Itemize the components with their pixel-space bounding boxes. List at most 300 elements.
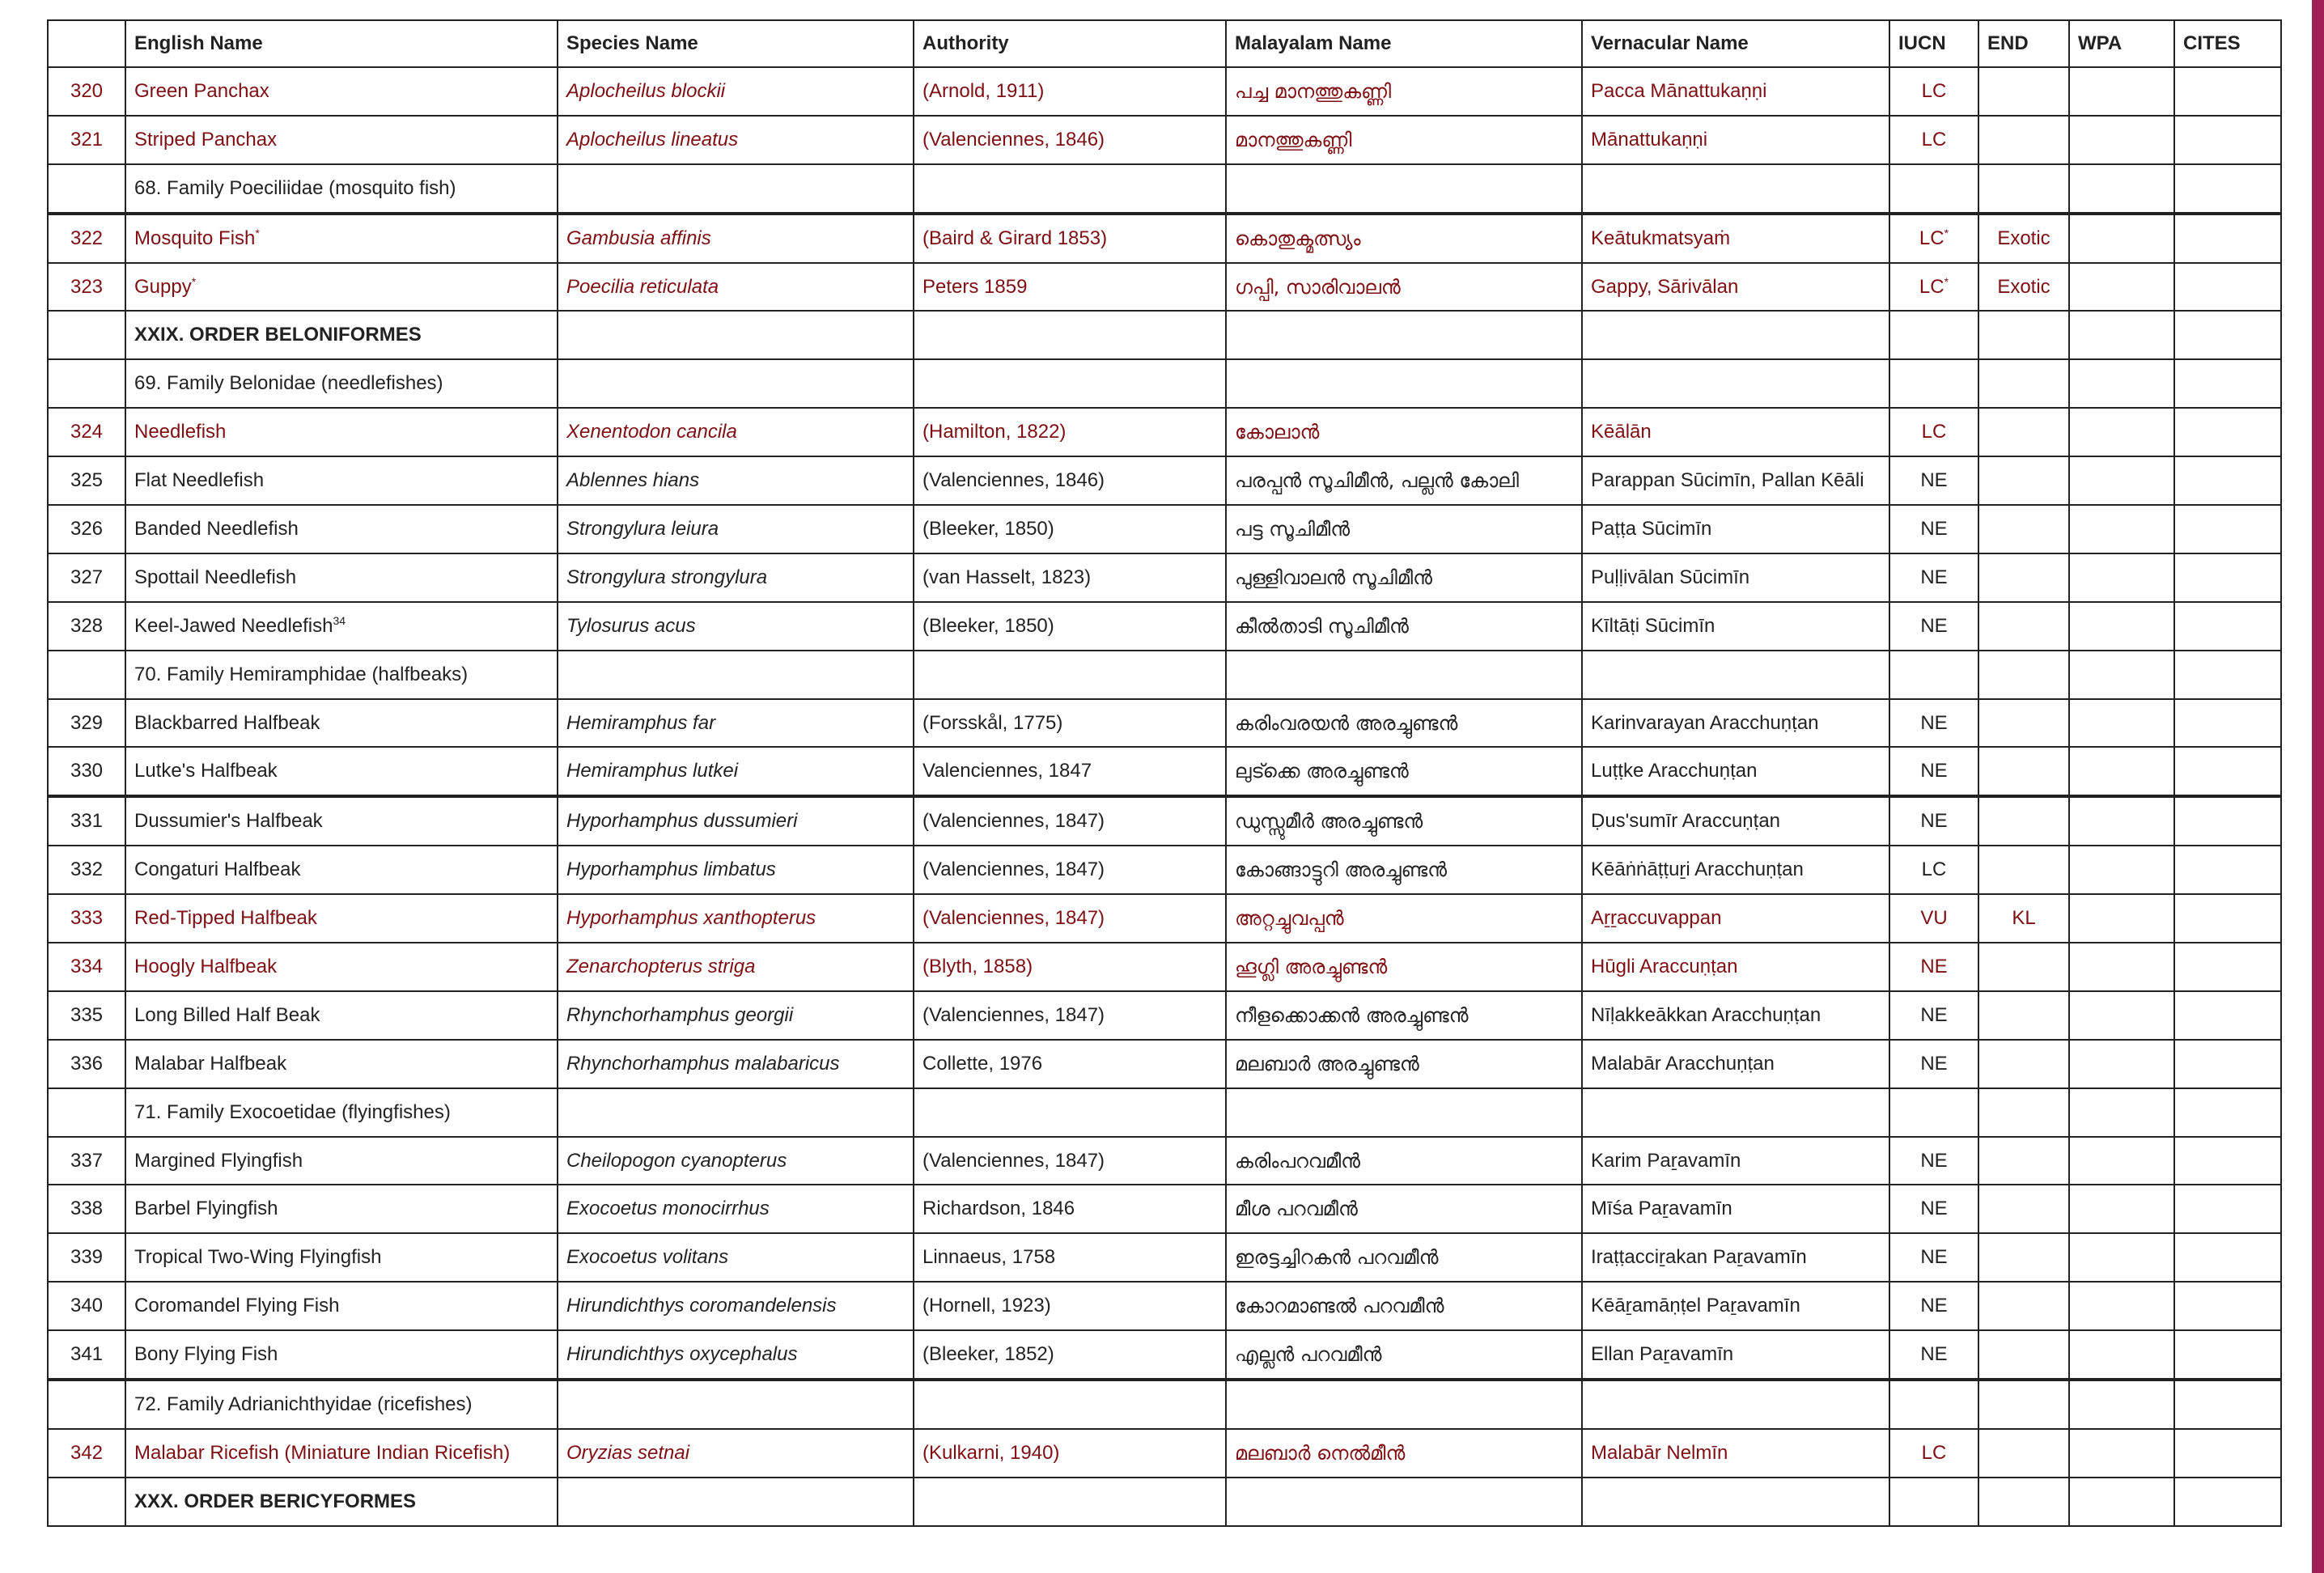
- vernacular-name: Malabār Nelmīn: [1582, 1429, 1889, 1478]
- iucn-status-text: NE: [1920, 469, 1948, 492]
- authority: (Kulkarni, 1940): [914, 1429, 1226, 1478]
- species-row: [48, 456, 2281, 505]
- end-status: [1978, 1282, 2069, 1330]
- malayalam-name: പരപ്പൻ സൂചിമീൻ, പല്ലൻ കോലി: [1226, 456, 1582, 505]
- iucn-status: [1889, 1185, 1978, 1233]
- species-row: [48, 796, 2281, 846]
- vernacular-name: [1582, 359, 1889, 408]
- malayalam-name: പച്ച മാനത്തുകണ്ണി: [1226, 67, 1582, 116]
- english-name: [125, 1233, 558, 1282]
- malayalam-name: ഇരട്ടച്ചിറകൻ പറവമീൻ: [1226, 1233, 1582, 1282]
- cites-status: [2174, 1088, 2281, 1137]
- malayalam-name: മാനത്തുകണ്ണി: [1226, 116, 1582, 164]
- vernacular-name: Puḷḷivālan Sūcimīn: [1582, 553, 1889, 602]
- english-name: [125, 1185, 558, 1233]
- end-status: [1978, 699, 2069, 748]
- cites-status: [2174, 1137, 2281, 1185]
- species-row: [48, 1330, 2281, 1380]
- species-name: [558, 359, 914, 408]
- wpa-status: [2069, 1478, 2174, 1526]
- malayalam-name: പുള്ളിവാലൻ സൂചിമീൻ: [1226, 553, 1582, 602]
- english-name: [125, 1478, 558, 1526]
- row-number: [48, 164, 125, 214]
- iucn-footnote-marker: *: [1944, 274, 1949, 288]
- header-number: [48, 20, 125, 67]
- iucn-status-text: LC: [1921, 859, 1947, 881]
- english-name-text: Hoogly Halfbeak: [134, 955, 278, 977]
- english-name: [125, 1380, 558, 1429]
- english-name: [125, 943, 558, 991]
- iucn-status: [1889, 1233, 1978, 1282]
- english-name-text: Banded Needlefish: [134, 517, 299, 540]
- authority: (Bleeker, 1850): [914, 505, 1226, 553]
- species-name: [558, 311, 914, 359]
- species-name: Hirundichthys coromandelensis: [558, 1282, 914, 1330]
- row-number: 339: [48, 1233, 125, 1282]
- header-english-name: English Name: [125, 20, 558, 67]
- species-row: [48, 67, 2281, 116]
- cites-status: [2174, 1185, 2281, 1233]
- iucn-status-text: LC: [1919, 275, 1944, 298]
- authority: (Arnold, 1911): [914, 67, 1226, 116]
- malayalam-name: ലുട്ക്കെ അരച്ചുണ്ടൻ: [1226, 747, 1582, 796]
- species-name: Oryzias setnai: [558, 1429, 914, 1478]
- row-number: 323: [48, 263, 125, 312]
- authority: Richardson, 1846: [914, 1185, 1226, 1233]
- end-status: [1978, 1380, 2069, 1429]
- cites-status: [2174, 943, 2281, 991]
- species-name: Tylosurus acus: [558, 602, 914, 651]
- row-number: 336: [48, 1040, 125, 1088]
- family-heading-row: [48, 164, 2281, 214]
- english-name: [125, 1040, 558, 1088]
- malayalam-name: [1226, 1088, 1582, 1137]
- cites-status: [2174, 164, 2281, 214]
- iucn-status-text: NE: [1920, 517, 1948, 540]
- iucn-status-text: NE: [1920, 1295, 1948, 1317]
- species-row: [48, 1185, 2281, 1233]
- species-row: [48, 991, 2281, 1040]
- malayalam-name: [1226, 1380, 1582, 1429]
- iucn-status: [1889, 796, 1978, 846]
- english-name: [125, 699, 558, 748]
- iucn-status: [1889, 894, 1978, 943]
- authority: (Bleeker, 1852): [914, 1330, 1226, 1380]
- end-status: [1978, 553, 2069, 602]
- english-name-text: Margined Flyingfish: [134, 1149, 303, 1172]
- english-name-text: 70. Family Hemiramphidae (halfbeaks): [134, 663, 469, 685]
- english-name-text: Guppy: [134, 275, 192, 298]
- species-row: [48, 699, 2281, 748]
- iucn-status: [1889, 311, 1978, 359]
- row-number: 332: [48, 846, 125, 894]
- end-status: [1978, 846, 2069, 894]
- iucn-status: [1889, 1478, 1978, 1526]
- malayalam-name: കരിംവരയൻ അരച്ചുണ്ടൻ: [1226, 699, 1582, 748]
- authority: [914, 651, 1226, 699]
- iucn-status: [1889, 699, 1978, 748]
- cites-status: [2174, 747, 2281, 796]
- english-name-text: Needlefish: [134, 421, 227, 443]
- iucn-status-text: NE: [1920, 1246, 1948, 1269]
- iucn-status-text: LC: [1921, 128, 1947, 151]
- malayalam-name: കൊതുക്മത്സ്യം: [1226, 214, 1582, 263]
- english-name-text: Flat Needlefish: [134, 469, 265, 492]
- family-heading-row: [48, 359, 2281, 408]
- authority: [914, 1088, 1226, 1137]
- species-name: [558, 1478, 914, 1526]
- english-name: [125, 456, 558, 505]
- english-name-text: Tropical Two-Wing Flyingfish: [134, 1246, 382, 1269]
- species-name: Hemiramphus far: [558, 699, 914, 748]
- family-heading-row: [48, 1380, 2281, 1429]
- iucn-status-text: VU: [1920, 907, 1948, 930]
- malayalam-name: നീളക്കൊക്കൻ അരച്ചുണ്ടൻ: [1226, 991, 1582, 1040]
- english-name: [125, 263, 558, 312]
- authority: Collette, 1976: [914, 1040, 1226, 1088]
- wpa-status: [2069, 943, 2174, 991]
- header-cites: CITES: [2174, 20, 2281, 67]
- vernacular-name: Keātukmatsyaṁ: [1582, 214, 1889, 263]
- malayalam-name: [1226, 359, 1582, 408]
- vernacular-name: Gappy, Sārivālan: [1582, 263, 1889, 312]
- vernacular-name: Mānattukaṇṇi: [1582, 116, 1889, 164]
- wpa-status: [2069, 359, 2174, 408]
- authority: (Blyth, 1858): [914, 943, 1226, 991]
- row-number: [48, 1380, 125, 1429]
- footnote-marker: *: [255, 226, 260, 240]
- vernacular-name: Ellan Paṟavamīn: [1582, 1330, 1889, 1380]
- iucn-status: [1889, 1330, 1978, 1380]
- row-number: 331: [48, 796, 125, 846]
- english-name: [125, 1137, 558, 1185]
- cites-status: [2174, 311, 2281, 359]
- authority: (Valenciennes, 1847): [914, 991, 1226, 1040]
- species-name: Strongylura strongylura: [558, 553, 914, 602]
- cites-status: [2174, 1040, 2281, 1088]
- species-name: Exocoetus monocirrhus: [558, 1185, 914, 1233]
- row-number: 320: [48, 67, 125, 116]
- english-name-text: Malabar Halfbeak: [134, 1052, 287, 1075]
- cites-status: [2174, 602, 2281, 651]
- iucn-status: [1889, 164, 1978, 214]
- english-name-text: 71. Family Exocoetidae (flyingfishes): [134, 1100, 451, 1123]
- cites-status: [2174, 1478, 2281, 1526]
- cites-status: [2174, 67, 2281, 116]
- iucn-footnote-marker: *: [1944, 226, 1949, 240]
- english-name: [125, 553, 558, 602]
- english-name-text: Malabar Ricefish (Miniature Indian Ricefish): [134, 1441, 511, 1464]
- malayalam-name: ഗപ്പി, സാരിവാലൻ: [1226, 263, 1582, 312]
- english-name-text: Bony Flying Fish: [134, 1343, 278, 1366]
- iucn-status-text: LC: [1919, 227, 1944, 249]
- authority: [914, 311, 1226, 359]
- vernacular-name: Malabār Aracchuṇṭan: [1582, 1040, 1889, 1088]
- species-name: Strongylura leiura: [558, 505, 914, 553]
- species-name: Gambusia affinis: [558, 214, 914, 263]
- authority: [914, 1380, 1226, 1429]
- species-row: [48, 1233, 2281, 1282]
- english-name-text: Green Panchax: [134, 79, 269, 102]
- authority: (Valenciennes, 1847): [914, 846, 1226, 894]
- header-species-name: Species Name: [558, 20, 914, 67]
- wpa-status: [2069, 456, 2174, 505]
- iucn-status: [1889, 1429, 1978, 1478]
- vernacular-name: [1582, 164, 1889, 214]
- end-status: [1978, 408, 2069, 456]
- wpa-status: [2069, 214, 2174, 263]
- vernacular-name: [1582, 651, 1889, 699]
- authority: (Valenciennes, 1847): [914, 796, 1226, 846]
- cites-status: [2174, 991, 2281, 1040]
- iucn-status-text: NE: [1920, 1198, 1948, 1220]
- cites-status: [2174, 408, 2281, 456]
- species-row: [48, 263, 2281, 312]
- english-name: [125, 796, 558, 846]
- wpa-status: [2069, 1185, 2174, 1233]
- header-end: END: [1978, 20, 2069, 67]
- vernacular-name: Karinvarayan Aracchuṇṭan: [1582, 699, 1889, 748]
- species-name: Rhynchorhamphus georgii: [558, 991, 914, 1040]
- cites-status: [2174, 1380, 2281, 1429]
- english-name-text: XXIX. ORDER BELONIFORMES: [134, 324, 422, 346]
- species-name: Hyporhamphus limbatus: [558, 846, 914, 894]
- iucn-status: [1889, 651, 1978, 699]
- english-name-text: XXX. ORDER BERICYFORMES: [134, 1490, 417, 1512]
- cites-status: [2174, 214, 2281, 263]
- vernacular-name: Mīśa Paṟavamīn: [1582, 1185, 1889, 1233]
- authority: Peters 1859: [914, 263, 1226, 312]
- authority: (Hornell, 1923): [914, 1282, 1226, 1330]
- species-name: Hyporhamphus dussumieri: [558, 796, 914, 846]
- wpa-status: [2069, 505, 2174, 553]
- wpa-status: [2069, 67, 2174, 116]
- vernacular-name: Luṭṭke Aracchuṇṭan: [1582, 747, 1889, 796]
- vernacular-name: Nīḷakkeākkan Aracchuṇṭan: [1582, 991, 1889, 1040]
- end-status: [1978, 1185, 2069, 1233]
- footnote-marker: *: [191, 274, 197, 288]
- cites-status: [2174, 1282, 2281, 1330]
- iucn-status-text: NE: [1920, 1003, 1948, 1026]
- row-number: 341: [48, 1330, 125, 1380]
- end-status: [1978, 991, 2069, 1040]
- english-name-text: Long Billed Half Beak: [134, 1003, 320, 1026]
- cites-status: [2174, 846, 2281, 894]
- iucn-status: [1889, 991, 1978, 1040]
- cites-status: [2174, 894, 2281, 943]
- header-vernacular-name: Vernacular Name: [1582, 20, 1889, 67]
- row-number: [48, 1088, 125, 1137]
- iucn-status-text: NE: [1920, 810, 1948, 833]
- cites-status: [2174, 1429, 2281, 1478]
- species-checklist-table: [47, 19, 2282, 1527]
- vernacular-name: Paṭṭa Sūcimīn: [1582, 505, 1889, 553]
- row-number: 330: [48, 747, 125, 796]
- malayalam-name: [1226, 651, 1582, 699]
- species-row: [48, 553, 2281, 602]
- species-row: [48, 943, 2281, 991]
- end-status: [1978, 164, 2069, 214]
- english-name: [125, 505, 558, 553]
- end-status: [1978, 1429, 2069, 1478]
- row-number: [48, 651, 125, 699]
- species-row: [48, 1137, 2281, 1185]
- species-row: [48, 214, 2281, 263]
- wpa-status: [2069, 164, 2174, 214]
- english-name-text: Spottail Needlefish: [134, 566, 297, 588]
- end-status: Exotic: [1978, 214, 2069, 263]
- malayalam-name: [1226, 311, 1582, 359]
- iucn-status: [1889, 846, 1978, 894]
- wpa-status: [2069, 1233, 2174, 1282]
- end-status: [1978, 1040, 2069, 1088]
- row-number: 327: [48, 553, 125, 602]
- english-name: [125, 67, 558, 116]
- row-number: 325: [48, 456, 125, 505]
- row-number: 322: [48, 214, 125, 263]
- cites-status: [2174, 796, 2281, 846]
- authority: (Bleeker, 1850): [914, 602, 1226, 651]
- header-malayalam-name: Malayalam Name: [1226, 20, 1582, 67]
- english-name-text: Barbel Flyingfish: [134, 1198, 278, 1220]
- vernacular-name: Pacca Mānattukaṇṇi: [1582, 67, 1889, 116]
- cites-status: [2174, 651, 2281, 699]
- english-name: [125, 311, 558, 359]
- species-name: Xenentodon cancila: [558, 408, 914, 456]
- end-status: [1978, 1088, 2069, 1137]
- vernacular-name: [1582, 1478, 1889, 1526]
- authority: [914, 1478, 1226, 1526]
- authority: (Valenciennes, 1846): [914, 456, 1226, 505]
- header-wpa: WPA: [2069, 20, 2174, 67]
- malayalam-name: മീശ പറവമീൻ: [1226, 1185, 1582, 1233]
- cites-status: [2174, 553, 2281, 602]
- species-row: [48, 505, 2281, 553]
- english-name: [125, 846, 558, 894]
- cites-status: [2174, 456, 2281, 505]
- malayalam-name: അറ്റച്ചുവപ്പൻ: [1226, 894, 1582, 943]
- english-name: [125, 1282, 558, 1330]
- footnote-marker: 34: [333, 613, 346, 627]
- end-status: [1978, 359, 2069, 408]
- cites-status: [2174, 505, 2281, 553]
- species-row: [48, 1429, 2281, 1478]
- english-name: [125, 1088, 558, 1137]
- iucn-status: [1889, 1282, 1978, 1330]
- vernacular-name: Ḍus'sumīr Araccuṇṭan: [1582, 796, 1889, 846]
- vernacular-name: [1582, 1380, 1889, 1429]
- malayalam-name: മലബാർ അരച്ചുണ്ടൻ: [1226, 1040, 1582, 1088]
- cites-status: [2174, 359, 2281, 408]
- wpa-status: [2069, 699, 2174, 748]
- english-name: [125, 651, 558, 699]
- iucn-status: [1889, 1380, 1978, 1429]
- species-row: [48, 602, 2281, 651]
- malayalam-name: കീൽതാടി സൂചിമീൻ: [1226, 602, 1582, 651]
- malayalam-name: [1226, 164, 1582, 214]
- iucn-status-text: NE: [1920, 711, 1948, 734]
- iucn-status-text: LC: [1921, 421, 1947, 443]
- english-name: [125, 116, 558, 164]
- family-heading-row: [48, 1088, 2281, 1137]
- iucn-status: [1889, 359, 1978, 408]
- wpa-status: [2069, 894, 2174, 943]
- authority: (Hamilton, 1822): [914, 408, 1226, 456]
- iucn-status: [1889, 263, 1978, 312]
- english-name: [125, 1429, 558, 1478]
- iucn-status: [1889, 1040, 1978, 1088]
- end-status: [1978, 747, 2069, 796]
- row-number: [48, 1478, 125, 1526]
- iucn-status: [1889, 747, 1978, 796]
- wpa-status: [2069, 1088, 2174, 1137]
- vernacular-name: Kēāṅṅāṭṭuṟi Aracchuṇṭan: [1582, 846, 1889, 894]
- malayalam-name: ഡുസ്സുമീർ അരച്ചുണ്ടൻ: [1226, 796, 1582, 846]
- end-status: [1978, 116, 2069, 164]
- vernacular-name: Kēāṟamāṇṭel Paṟavamīn: [1582, 1282, 1889, 1330]
- species-name: [558, 651, 914, 699]
- vernacular-name: Hūgli Araccuṇṭan: [1582, 943, 1889, 991]
- end-status: [1978, 796, 2069, 846]
- iucn-status: [1889, 505, 1978, 553]
- vernacular-name: [1582, 311, 1889, 359]
- english-name: [125, 991, 558, 1040]
- wpa-status: [2069, 116, 2174, 164]
- page-edge-sidebar: [2312, 0, 2324, 1573]
- vernacular-name: Karim Paṟavamīn: [1582, 1137, 1889, 1185]
- wpa-status: [2069, 1282, 2174, 1330]
- authority: Linnaeus, 1758: [914, 1233, 1226, 1282]
- iucn-status-text: LC: [1921, 79, 1947, 102]
- iucn-status-text: NE: [1920, 566, 1948, 588]
- english-name: [125, 214, 558, 263]
- authority: (Forsskål, 1775): [914, 699, 1226, 748]
- species-name: Ablennes hians: [558, 456, 914, 505]
- row-number: 338: [48, 1185, 125, 1233]
- iucn-status-text: NE: [1920, 1052, 1948, 1075]
- end-status: [1978, 505, 2069, 553]
- vernacular-name: Aṟṟaccuvappan: [1582, 894, 1889, 943]
- cites-status: [2174, 1233, 2281, 1282]
- authority: (Valenciennes, 1847): [914, 894, 1226, 943]
- cites-status: [2174, 116, 2281, 164]
- vernacular-name: Iraṭṭacciṟakan Paṟavamīn: [1582, 1233, 1889, 1282]
- english-name: [125, 894, 558, 943]
- row-number: [48, 311, 125, 359]
- english-name-text: Red-Tipped Halfbeak: [134, 907, 317, 930]
- authority: (Baird & Girard 1853): [914, 214, 1226, 263]
- english-name: [125, 359, 558, 408]
- species-row: [48, 408, 2281, 456]
- authority: Valenciennes, 1847: [914, 747, 1226, 796]
- wpa-status: [2069, 263, 2174, 312]
- row-number: 340: [48, 1282, 125, 1330]
- vernacular-name: Kīltāṭi Sūcimīn: [1582, 602, 1889, 651]
- iucn-status: [1889, 116, 1978, 164]
- wpa-status: [2069, 311, 2174, 359]
- malayalam-name: [1226, 1478, 1582, 1526]
- row-number: 321: [48, 116, 125, 164]
- wpa-status: [2069, 747, 2174, 796]
- family-heading-row: [48, 651, 2281, 699]
- iucn-status-text: NE: [1920, 1149, 1948, 1172]
- row-number: 333: [48, 894, 125, 943]
- species-name: Aplocheilus lineatus: [558, 116, 914, 164]
- english-name-text: 72. Family Adrianichthyidae (ricefishes): [134, 1393, 473, 1415]
- row-number: 329: [48, 699, 125, 748]
- end-status: [1978, 651, 2069, 699]
- english-name: [125, 408, 558, 456]
